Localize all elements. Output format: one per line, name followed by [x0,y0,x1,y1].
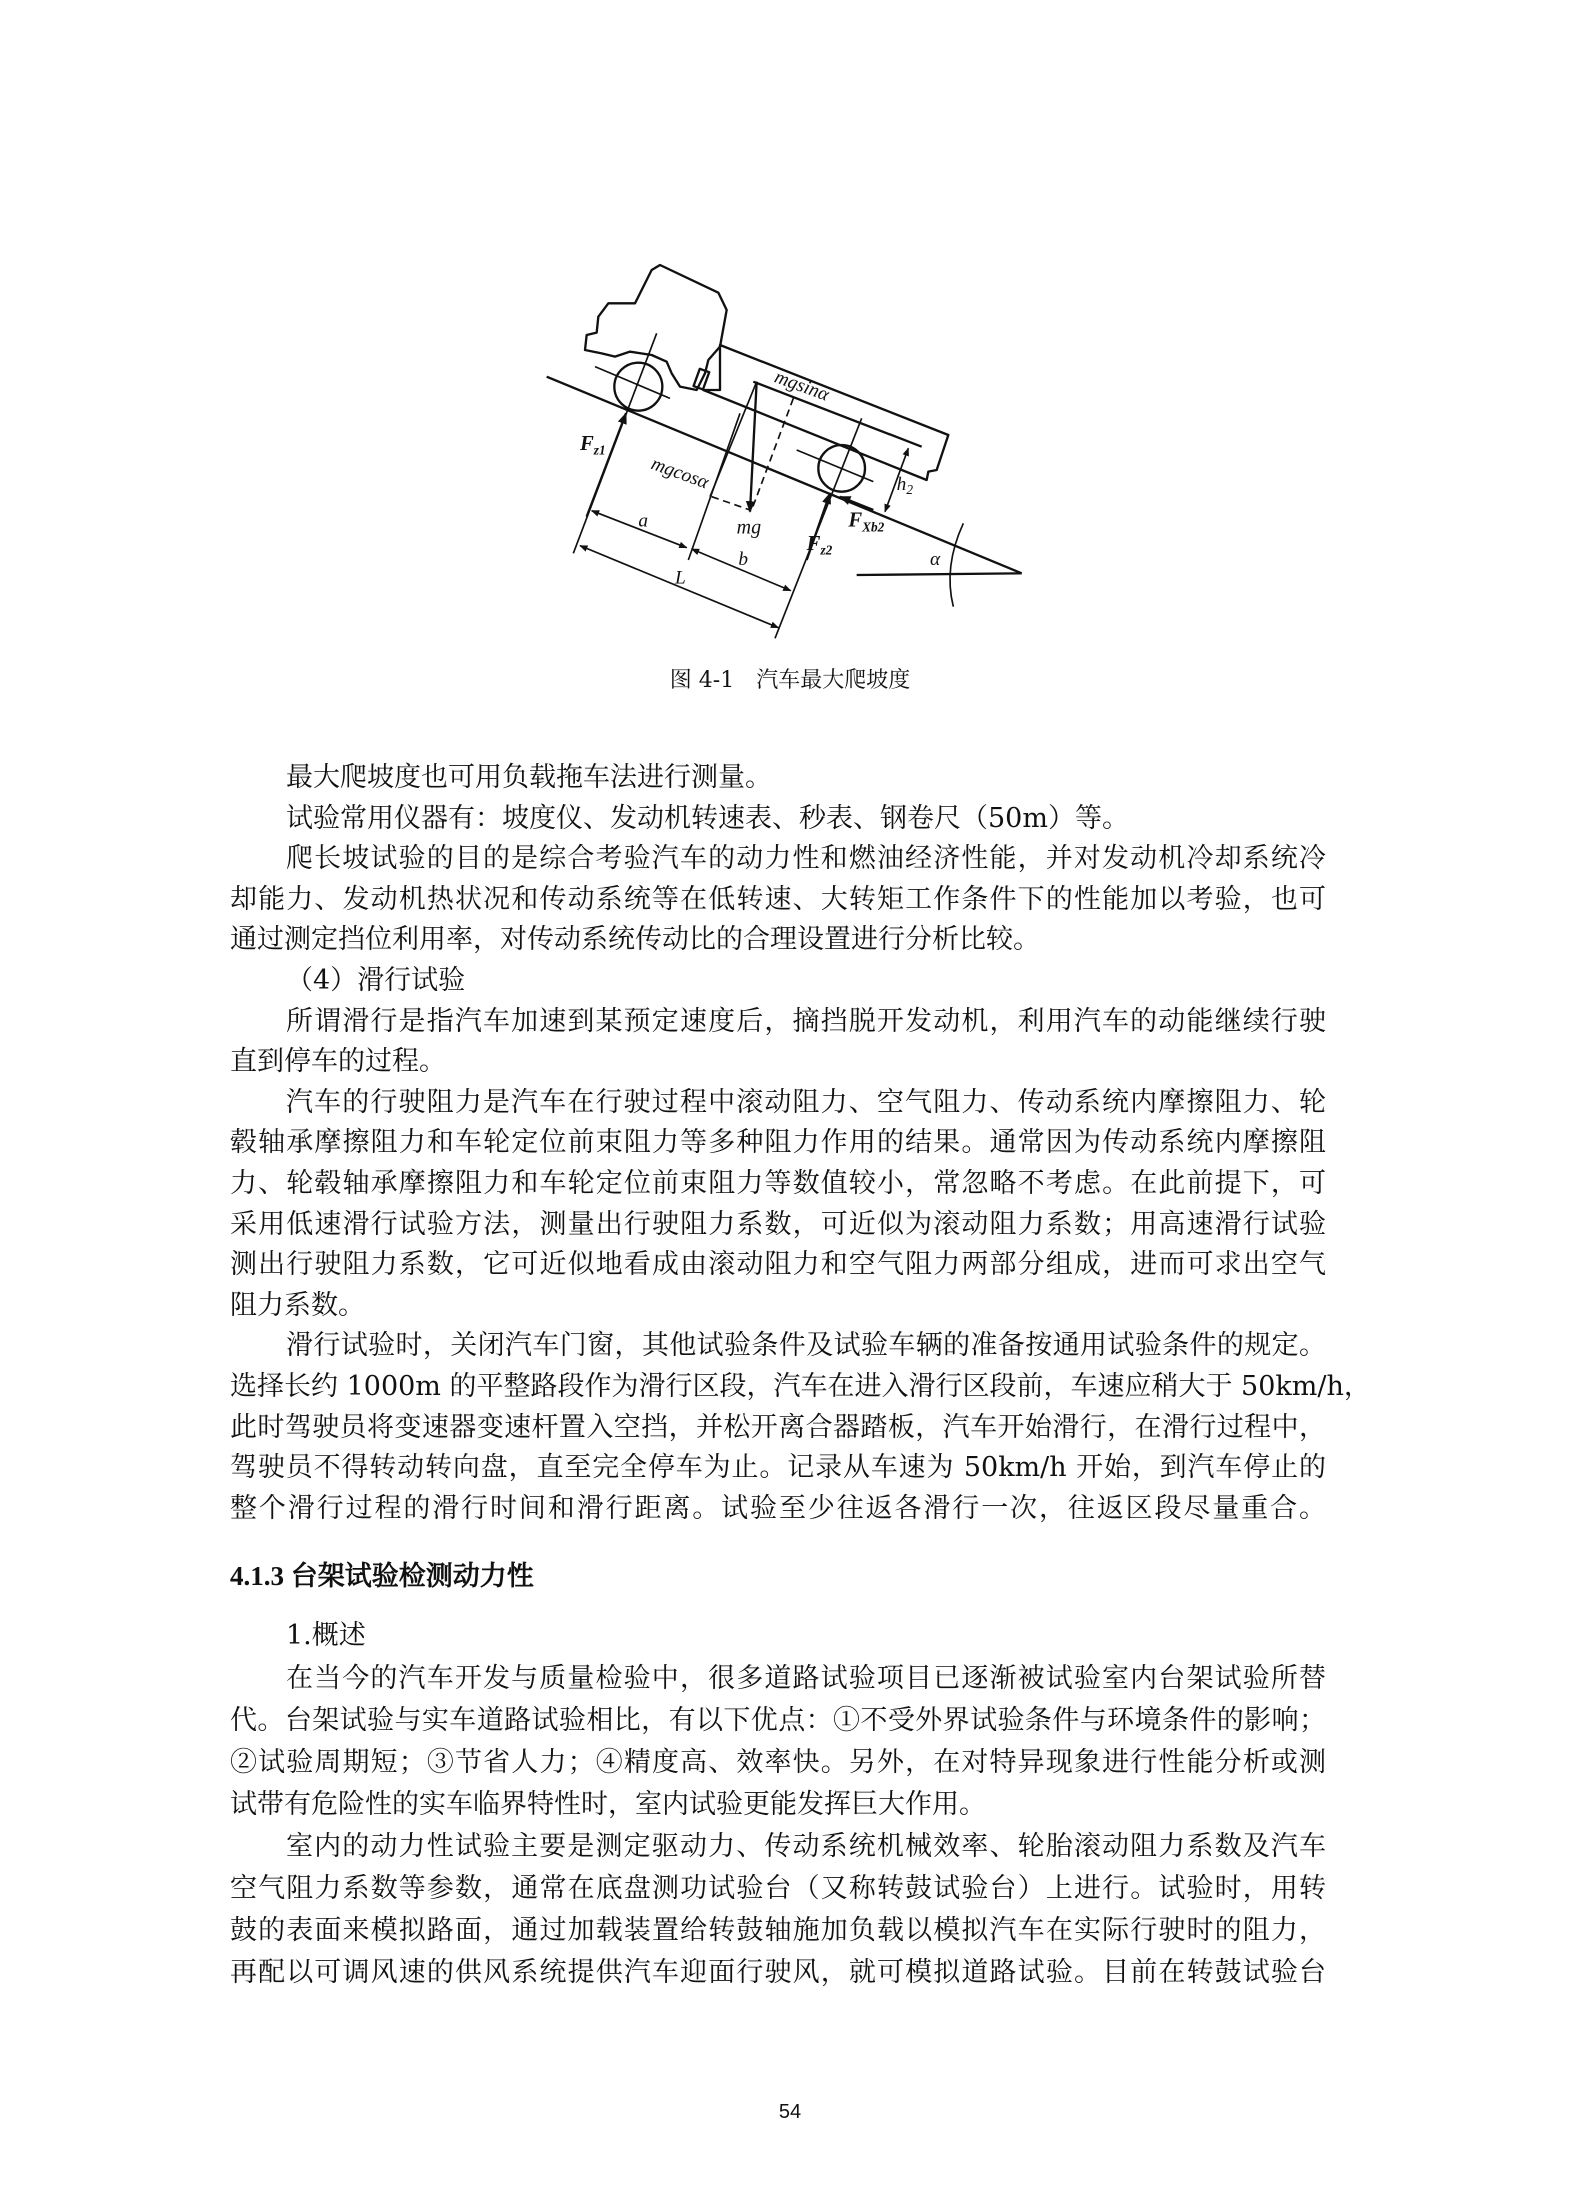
label-fz2-main: F [806,533,821,555]
body-text-line: 在当今的汽车开发与质量检验中，很多道路试验项目已逐渐被试验室内台架试验所替 [286,1663,1326,1694]
slope-line [547,377,1022,574]
body-text-line: 室内的动力性试验主要是测定驱动力、传动系统机械效率、轮胎滚动阻力系数及汽车 [286,1831,1326,1862]
alpha-arc [950,523,963,606]
body-text-line: 驾驶员不得转动转向盘，直至完全停车为止。记录从车速为 50km/h 开始，到汽车停止的 [230,1452,1326,1483]
body-text-line: 选择长约 1000m 的平整路段作为滑行区段，汽车在进入滑行区段前，车速应稍大于 50km/h， [230,1371,1371,1402]
front-wheel [614,363,662,411]
body-text-line: 鼓的表面来模拟路面，通过加载装置给转鼓轴施加负载以模拟汽车在实际行驶时的阻力， [230,1915,1326,1946]
label-fxb2-sub: Xb2 [862,519,885,535]
body-text-line: 1.概述 [286,1620,366,1651]
body-text-line: 力、轮毂轴承摩擦阻力和车轮定位前束阻力等数值较小，常忽略不考虑。在此前提下，可 [230,1168,1326,1199]
label-mgsin: mgsinα [771,366,832,406]
body-text-line: 试带有危险性的实车临界特性时，室内试验更能发挥巨大作用。 [230,1789,986,1820]
label-fz1-main: F [580,433,594,455]
body-text-line: 汽车的行驶阻力是汽车在行驶过程中滚动阻力、空气阻力、传动系统内摩擦阻力、轮 [286,1087,1326,1118]
body-text-line: （4）滑行试验 [286,965,466,996]
truck-bed [703,345,948,480]
page-number: 54 [778,2101,802,2123]
body-text-line: 通过测定挡位利用率，对传动系统传动比的合理设置进行分析比较。 [230,924,1040,955]
body-text-line: 直到停车的过程。 [230,1046,446,1077]
body-text-line: 试验常用仪器有：坡度仪、发动机转速表、秒表、钢卷尺（50m）等。 [286,803,1129,834]
body-text-line: 采用低速滑行试验方法，测量出行驶阻力系数，可近似为滚动阻力系数；用高速滑行试验 [230,1209,1326,1240]
front-axle-line [595,367,670,399]
section-heading: 4.1.3 台架试验检测动力性 [230,1561,534,1591]
label-fz1 [579,433,606,458]
vehicle-max-gradeability-diagram [500,250,1060,720]
body-text-line: 毂轴承摩擦阻力和车轮定位前束阻力等多种阻力作用的结果。通常因为传动系统内摩擦阻 [230,1127,1326,1158]
body-text-line: 代。台架试验与实车道路试验相比，有以下优点：①不受外界试验条件与环境条件的影响； [230,1705,1326,1736]
label-mg: mg [736,516,762,539]
label-L: L [675,567,686,589]
body-text-line: 此时驾驶员将变速器变速杆置入空挡，并松开离合器踏板，汽车开始滑行，在滑行过程中， [230,1412,1326,1443]
body-text-line: 所谓滑行是指汽车加速到某预定速度后，摘挡脱开发动机，利用汽车的动能继续行驶 [286,1006,1326,1037]
mgcos-line [710,382,757,497]
label-h2-sub: 2 [906,482,914,497]
body-text-line: 测出行驶阻力系数，它可近似地看成由滚动阻力和空气阻力两部分组成，进而可求出空气 [230,1249,1326,1280]
label-b: b [738,549,749,570]
mg-arrow [750,382,757,512]
body-text-line: 整个滑行过程的滑行时间和滑行距离。试验至少往返各滑行一次，往返区段尽量重合。 [230,1493,1326,1524]
body-text-line: 爬长坡试验的目的是综合考验汽车的动力性和燃油经济性能，并对发动机冷却系统冷 [286,843,1326,874]
mgsin-dashed-line [752,398,794,510]
body-text-line: ②试验周期短；③节省人力；④精度高、效率快。另外，在对特异现象进行性能分析或测 [230,1747,1326,1778]
label-fz2 [806,533,833,558]
fxb2-arrow [840,497,873,510]
label-h2-main: h [896,474,907,495]
fz1-arrow [587,413,626,516]
body-text-line: 最大爬坡度也可用负载拖车法进行测量。 [286,762,772,793]
label-alpha: α [930,549,941,570]
label-fz1-sub: z1 [593,442,606,458]
body-text-line: 滑行试验时，关闭汽车门窗，其他试验条件及试验车辆的准备按通用试验条件的规定。 [286,1330,1326,1361]
body-text-line: 却能力、发动机热状况和传动系统等在低转速、大转矩工作条件下的性能加以考验，也可 [230,884,1326,915]
label-h2 [897,474,914,497]
body-text-line: 阻力系数。 [230,1290,365,1321]
label-mgcos: mgcosα [648,453,712,494]
body-text-line: 再配以可调风速的供风系统提供汽车迎面行驶风，就可模拟道路试验。目前在转鼓试验台 [230,1957,1326,1988]
dashed-projection-line [712,497,750,510]
figure-caption: 图 4-1 汽车最大爬坡度 [669,668,911,693]
label-a: a [638,510,649,532]
body-text-line: 空气阻力系数等参数，通常在底盘测功试验台（又称转鼓试验台）上进行。试验时，用转 [230,1873,1326,1904]
label-fz2-sub: z2 [820,542,833,558]
ground-line [857,573,1022,575]
label-fxb2-main: F [848,509,863,532]
